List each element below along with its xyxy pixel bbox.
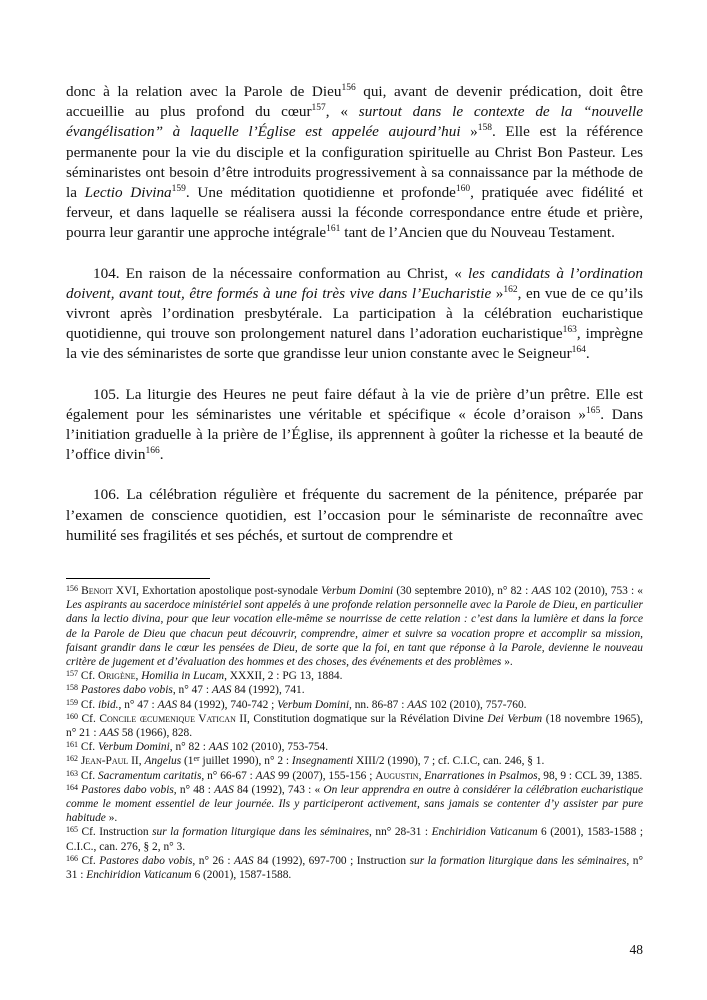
text: Cf. — [78, 712, 100, 725]
title-italic: Pastores dabo vobis — [78, 684, 173, 697]
title-italic: Dei Verbum — [487, 712, 543, 725]
text: » — [491, 284, 504, 302]
paragraph-105 — [66, 385, 643, 466]
footnote-separator — [66, 578, 210, 579]
author-name: Augustin — [375, 769, 419, 782]
journal-italic: AAS — [208, 741, 229, 754]
text: (30 septembre 2010), n° 82 : — [393, 585, 532, 597]
journal-italic: AAS — [157, 698, 178, 711]
footnote-163 — [66, 769, 643, 783]
text: 6 (2001), 1583-1588 ; C.I.C., can. 276, § 2, n° 3. — [66, 826, 643, 853]
footnote-159 — [66, 698, 643, 712]
text: 58 (1966), 828. — [118, 727, 193, 740]
text: n° 26 : — [195, 854, 234, 867]
text: , n° 82 : — [169, 741, 209, 754]
paragraph-104 — [66, 264, 643, 365]
text: , n° 66-67 : — [201, 769, 256, 782]
text: 6 (2001), 1587-1588. — [191, 869, 292, 882]
text: , n° 47 : — [172, 684, 212, 697]
text: , — [135, 670, 142, 683]
main-text — [66, 82, 643, 566]
footnote-number: 164 — [66, 782, 78, 792]
text: 84 (1992), 743 : « — [233, 783, 324, 796]
text: Cf. Instruction — [78, 826, 153, 839]
text: . — [585, 345, 590, 363]
footnote-156 — [66, 584, 643, 669]
footnote-ref[interactable]: 156 — [341, 82, 356, 93]
footnote-ref[interactable]: 157 — [311, 103, 326, 114]
text: , — [418, 769, 425, 782]
text: 105. La liturgie des Heures ne peut faire défaut à la vie de prière d’un prêtre. Elle est également pour les séminaristes une véritable et spécifique « école d’oraison » — [66, 385, 643, 423]
text: , « — [325, 103, 359, 121]
text: juillet 1990), n° 2 : — [199, 755, 292, 768]
text: . Elle est la référence permanente pour la vie du disciple et la configuration spirituelle au Christ Bon Pasteur. Les séminaristes ont besoin d’être introduits progressivement à sa connaissance par la méthode de la — [66, 123, 644, 202]
text: Cf. — [78, 741, 98, 754]
title-italic: Enarrationes in Psalmos — [424, 769, 538, 782]
quote-italic: surtout dans le contexte de la “nouvelle évangélisation” à laquelle l’Église est appelée aujourd’hui — [66, 103, 643, 141]
footnote-ref[interactable]: 165 — [586, 405, 601, 416]
footnote-161 — [66, 740, 643, 754]
footnote-number: 166 — [66, 853, 78, 863]
text: n° 48 : — [176, 783, 215, 796]
text: , 98, 9 : CCL 39, 1385. — [537, 769, 643, 782]
text: 102 (2010), 753 : « — [551, 585, 644, 597]
text: , — [138, 755, 145, 768]
text: (18 novembre 1965), n° 21 : — [66, 712, 643, 740]
text: Cf. — [78, 670, 98, 683]
footnote-number: 159 — [66, 697, 78, 707]
author-name: Jean-Paul II — [78, 755, 139, 768]
text: Cf. — [78, 769, 98, 782]
title-italic: Angelus — [144, 755, 182, 768]
title-italic: Sacramentum caritatis — [97, 769, 202, 782]
title-italic: Verbum Domini — [277, 698, 349, 711]
text: XIII/2 (1990), 7 ; cf. C.I.C, can. 246, § 1. — [353, 755, 545, 768]
footnote-ref[interactable]: 158 — [477, 123, 493, 134]
title-italic: sur la formation liturgique dans les séminaires — [152, 826, 370, 839]
text: (1 — [181, 755, 194, 768]
text: , en vue de ce qu’ils vivront après l’ordination presbytérale. La participation à la célébration eucharistique quotidienne, qui trouve son prolongement naturel dans l’adoration eucharistique — [66, 284, 644, 343]
text: , n° 31 : — [66, 854, 643, 882]
author-name: Origène — [97, 670, 136, 683]
journal-italic: AAS — [214, 783, 234, 796]
journal-italic: AAS — [211, 684, 232, 697]
text: . Une méditation quotidienne et profonde — [185, 184, 456, 202]
text: ». — [105, 812, 118, 825]
text: ». — [501, 656, 513, 669]
quote-italic: On leur apprendra en outre à considérer la célébration eucharistique comme le moment essentiel de leur journée. Ils y participeront activement, sans jamais se contenter d’y assister par pure habitude — [66, 783, 643, 825]
text: , Exhortation apostolique post-synodale — [136, 585, 322, 597]
ordinal-suffix: er — [193, 754, 200, 764]
footnote-157 — [66, 669, 643, 683]
footnote-number: 165 — [66, 825, 78, 835]
text: tant de l’Ancien que du Nouveau Testament. — [340, 224, 615, 242]
journal-italic: AAS — [234, 854, 254, 867]
text: donc à la relation avec la Parole de Dieu — [66, 83, 342, 100]
footnote-ref[interactable]: 159 — [171, 183, 186, 194]
term-italic: Lectio Divina — [84, 184, 172, 202]
text: Cf. — [78, 698, 98, 711]
author-name: Benoit XVI — [78, 585, 137, 597]
footnote-number: 160 — [66, 711, 78, 721]
text: , nn° 28-31 : — [369, 826, 432, 839]
journal-italic: AAS — [255, 769, 276, 782]
text: , Constitution dogmatique sur la Révélation Divine — [247, 712, 488, 725]
text: , imprègne la vie des séminaristes de sorte que grandisse leur union constante avec le Seigneur — [66, 325, 643, 363]
title-italic: Enchiridion Vaticanum — [86, 869, 192, 882]
title-italic: Homilia in Lucam — [141, 670, 225, 683]
footnote-ref[interactable]: 160 — [455, 183, 471, 194]
author-name: Concile œcumenique Vatican II — [99, 712, 248, 725]
quote-italic: les candidats à l’ordination doivent, avant tout, être formés à une foi très vive dans l’Eucharistie — [66, 264, 643, 302]
footnote-number: 157 — [66, 669, 78, 679]
footnote-164 — [66, 783, 643, 826]
title-italic: ibid. — [97, 698, 119, 711]
title-italic: sur la formation liturgique dans les séminaires — [409, 854, 627, 867]
text: 104. En raison de la nécessaire conformation au Christ, « — [93, 264, 468, 282]
text: . Dans l’initiation graduelle à la prière de l’Église, ils apprennent à goûter la richesse et la beauté de l’office divin — [66, 405, 644, 464]
journal-italic: AAS — [531, 585, 552, 597]
text: . — [159, 446, 164, 464]
text: 84 (1992), 697-700 ; Instruction — [253, 854, 410, 867]
footnote-number: 161 — [66, 740, 78, 750]
footnote-ref[interactable]: 162 — [503, 284, 518, 295]
text: 102 (2010), 753-754. — [228, 741, 329, 754]
title-italic: Verbum Domini — [321, 585, 394, 597]
journal-italic: Insegnamenti — [291, 755, 354, 768]
journal-italic: AAS — [99, 727, 119, 740]
journal-italic: AAS — [407, 698, 427, 711]
text: 102 (2010), 757-760. — [426, 698, 527, 711]
title-italic: Verbum Domini — [97, 741, 170, 754]
text: 84 (1992), 741. — [231, 684, 305, 697]
footnote-160 — [66, 712, 643, 740]
text: 84 (1992), 740-742 ; — [177, 698, 278, 711]
text: 99 (2007), 155-156 ; — [275, 769, 376, 782]
title-italic: Pastores dabo vobis, — [99, 854, 196, 867]
text: , pratiquée avec fidélité et ferveur, et dans laquelle se réalisera aussi la féconde correspondance entre étude et prière, pourra leur garantir une approche intégrale — [66, 184, 644, 242]
footnote-number: 158 — [66, 683, 78, 693]
footnote-number: 162 — [66, 754, 78, 764]
footnote-162 — [66, 754, 643, 768]
footnote-number: 163 — [66, 768, 78, 778]
footnote-ref[interactable]: 161 — [326, 224, 341, 235]
footnotes — [66, 584, 643, 882]
page-number: 48 — [629, 942, 643, 957]
text: qui, avant de devenir prédication, doit être accueillie au plus profond du cœur — [66, 83, 643, 121]
text: Cf. — [78, 854, 100, 867]
title-italic: Enchiridion Vaticanum — [431, 826, 538, 839]
footnote-number: 156 — [66, 584, 78, 593]
footnote-ref[interactable]: 163 — [562, 325, 577, 336]
text: , XXXII, 2 : PG 13, 1884. — [224, 670, 343, 683]
text: 106. La célébration régulière et fréquente du sacrement de la pénitence, préparée par l’examen de conscience quotidien, est l’occasion pour le séminariste de reconnaître avec humilité ses fragilités et ses péchés, et surtout de comprendre et — [66, 486, 643, 544]
footnote-ref[interactable]: 166 — [145, 446, 160, 457]
text: , nn. 86-87 : — [349, 698, 408, 711]
quote-italic: Les aspirants au sacerdoce ministériel sont appelés à une profonde relation personnelle avec la Parole de Dieu, en particulier dans la lectio divina, pour que leur vocation elle-même se nourrisse de cette relation : c’est dans la lumière et dans la force de la Parole de Dieu que chacun peut découvrir, comprendre, aimer et suivre sa vocation propre et accomplir sa mission, faisant grandir dans le cœur les pensées de Dieu, de sorte que la foi, en tant que réponse à la Parole, devienne le nouveau critère de jugement et d’évaluation des hommes et des choses, des événements et des problèmes — [66, 599, 643, 669]
footnote-158 — [66, 683, 643, 697]
footnote-166 — [66, 854, 643, 882]
paragraph-106 — [66, 485, 643, 546]
text: , n° 47 : — [118, 698, 158, 711]
title-italic: Pastores dabo vobis, — [78, 783, 177, 796]
paragraph-continuation — [66, 82, 643, 244]
footnote-165 — [66, 825, 643, 853]
footnote-ref[interactable]: 164 — [571, 345, 586, 356]
text: » — [460, 123, 478, 141]
